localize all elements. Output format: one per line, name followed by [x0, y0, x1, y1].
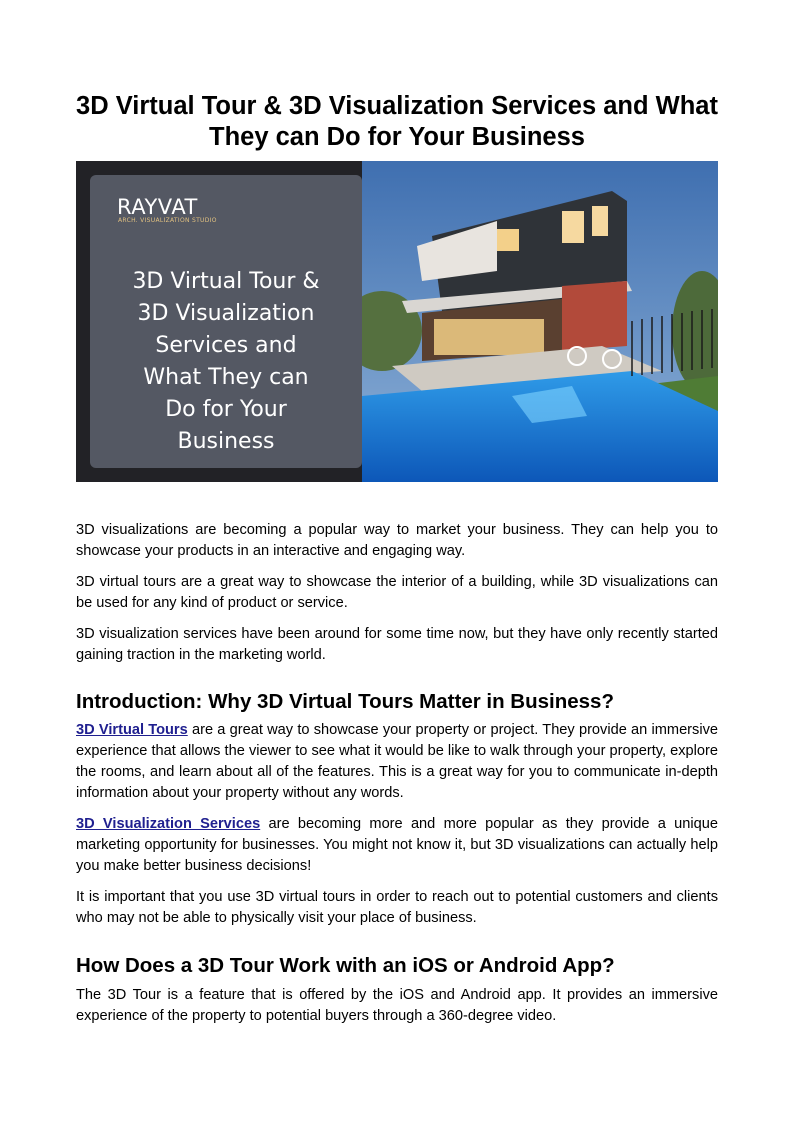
- intro-section: [76, 520, 718, 666]
- section-heading: Introduction: Why 3D Virtual Tours Matter in Business?: [76, 690, 614, 713]
- section1-body: [76, 720, 718, 929]
- intro-paragraph: 3D visualization services have been around for some time now, but they have only recently started gaining traction in the marketing world.: [76, 626, 718, 663]
- paragraph-text: are a great way to showcase your property or project. They provide an immersive experience that allows the viewer to see what it would be like to walk through your property, explore the rooms, and learn about all of the features. This is a great way for you to communicate in-depth information about your property without any words.: [76, 722, 718, 801]
- section1-paragraph: It is important that you use 3D virtual tours in order to reach out to potential customers and clients who may not be able to physically visit your place of business.: [76, 889, 718, 926]
- page-title: 3D Virtual Tour & 3D Visualization Services and What They can Do for Your Business: [76, 92, 718, 151]
- hero-title-card: [90, 175, 362, 468]
- brand-logo: [117, 196, 198, 218]
- visualization-services-link[interactable]: 3D Visualization Services: [76, 816, 261, 832]
- virtual-tours-link[interactable]: 3D Virtual Tours: [76, 722, 188, 738]
- section1-paragraph: [76, 720, 718, 804]
- intro-paragraph: 3D virtual tours are a great way to showcase the interior of a building, while 3D visualizations can be used for any kind of product or service.: [76, 574, 718, 611]
- brand-logo-text: RAYVAT: [117, 195, 198, 219]
- section-heading: How Does a 3D Tour Work with an iOS or Android App?: [76, 954, 615, 977]
- hero-banner: [76, 161, 718, 482]
- brand-logo-tagline: ARCH. VISUALIZATION STUDIO: [118, 217, 217, 224]
- paragraph-text: are becoming more and more popular as they provide a unique marketing opportunity for businesses. You might not know it, but 3D visualizations can actually help you make better business decisions!: [76, 816, 718, 874]
- intro-paragraph: 3D visualizations are becoming a popular way to market your business. They can help you to showcase your products in an interactive and engaging way.: [76, 522, 718, 559]
- section1-paragraph: [76, 814, 718, 877]
- section2-paragraph: The 3D Tour is a feature that is offered by the iOS and Android app. It provides an immersive experience of the property to potential buyers through a 360-degree video.: [76, 987, 718, 1024]
- house-pool-photo: [362, 161, 718, 482]
- hero-card-text: 3D Virtual Tour & 3D Visualization Services and What They can Do for Your Business: [132, 269, 320, 454]
- section2-body: [76, 985, 718, 1027]
